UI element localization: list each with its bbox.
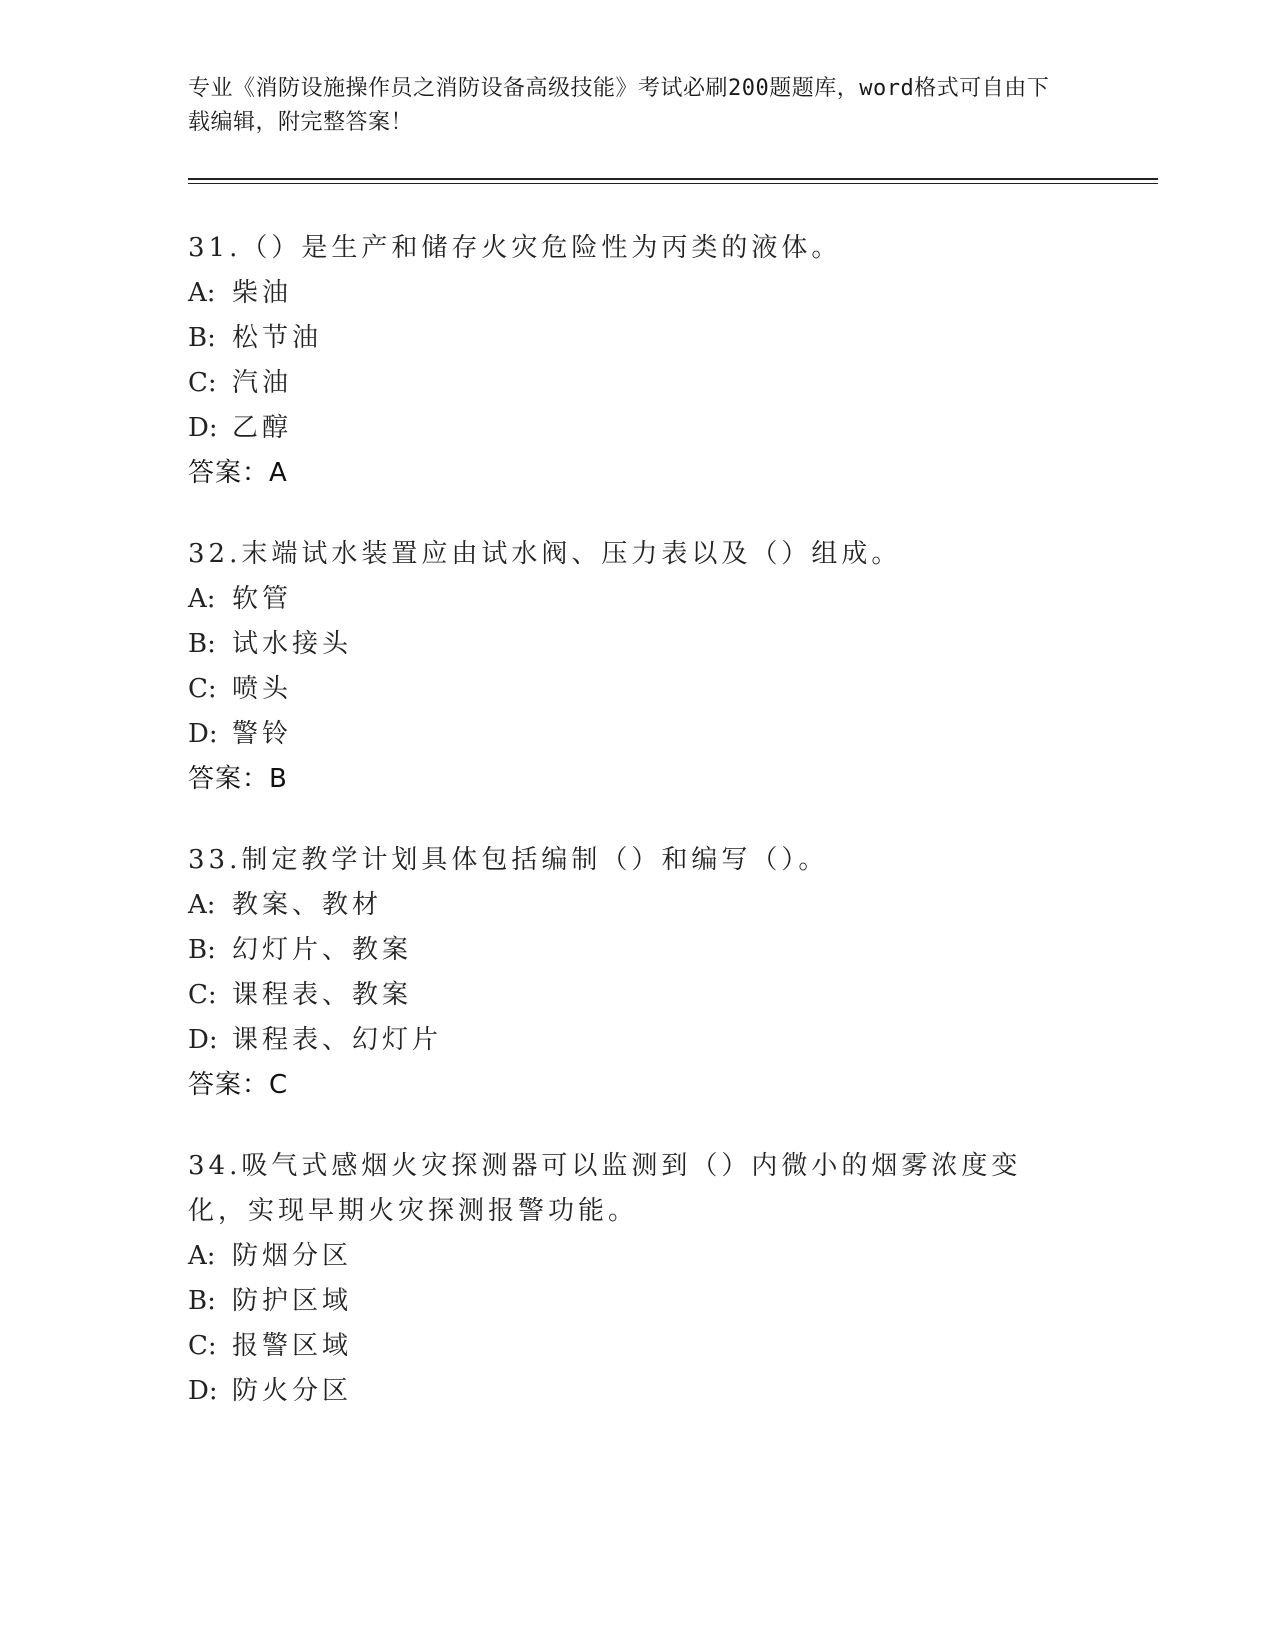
option-letter: C: <box>188 674 217 704</box>
option-letter: D: <box>188 1376 218 1406</box>
option-text: 柴油 <box>232 278 293 308</box>
option-text: 喷头 <box>232 674 293 704</box>
option-text: 警铃 <box>232 719 293 749</box>
option-d <box>188 712 1068 757</box>
question-stem: 33.制定教学计划具体包括编制（）和编写（）。 <box>188 845 829 875</box>
option-c <box>188 667 1068 712</box>
option-letter: C: <box>188 1331 217 1361</box>
option-b <box>188 316 1068 361</box>
option-text: 软管 <box>232 584 293 614</box>
option-b <box>188 1279 1068 1324</box>
question-stem: 31.（）是生产和储存火灾危险性为丙类的液体。 <box>188 233 842 263</box>
question-stem: 32.末端试水装置应由试水阀、压力表以及（）组成。 <box>188 539 902 569</box>
question-32 <box>188 532 1068 802</box>
header-divider <box>188 178 1158 180</box>
option-text: 课程表、幻灯片 <box>232 1025 443 1055</box>
option-c <box>188 361 1068 406</box>
answer: 答案：B <box>188 764 288 794</box>
option-text: 报警区域 <box>232 1331 353 1361</box>
option-a <box>188 271 1068 316</box>
answer: 答案：C <box>188 1070 289 1100</box>
option-a <box>188 577 1068 622</box>
option-text: 松节油 <box>232 323 323 353</box>
option-letter: B: <box>188 935 216 965</box>
question-34 <box>188 1144 1068 1414</box>
option-text: 乙醇 <box>232 413 293 443</box>
option-text: 试水接头 <box>232 629 353 659</box>
option-letter: B: <box>188 1286 216 1316</box>
option-letter: A: <box>188 278 216 308</box>
question-33 <box>188 838 1068 1108</box>
option-text: 教案、教材 <box>232 890 383 920</box>
option-letter: C: <box>188 368 217 398</box>
question-stem: 34.吸气式感烟火灾探测器可以监测到（）内微小的烟雾浓度变化，实现早期火灾探测报警功能。 <box>188 1151 1022 1226</box>
option-text: 防护区域 <box>232 1286 353 1316</box>
option-b <box>188 622 1068 667</box>
option-d <box>188 1369 1068 1414</box>
document-header: 专业《消防设施操作员之消防设备高级技能》考试必刷200题题库，word格式可自由下载编辑，附完整答案！ <box>188 76 1050 135</box>
option-d <box>188 406 1068 451</box>
option-letter: C: <box>188 980 217 1010</box>
answer: 答案：A <box>188 458 288 488</box>
option-c <box>188 1324 1068 1369</box>
option-text: 幻灯片、教案 <box>232 935 413 965</box>
option-letter: D: <box>188 1025 218 1055</box>
option-letter: D: <box>188 719 218 749</box>
option-letter: B: <box>188 629 216 659</box>
question-31 <box>188 226 1068 496</box>
option-b <box>188 928 1068 973</box>
option-letter: D: <box>188 413 218 443</box>
option-a <box>188 1234 1068 1279</box>
header-divider-thin <box>188 183 1158 184</box>
option-text: 汽油 <box>232 368 293 398</box>
option-d <box>188 1018 1068 1063</box>
option-c <box>188 973 1068 1018</box>
option-a <box>188 883 1068 928</box>
option-letter: A: <box>188 1241 216 1271</box>
option-text: 课程表、教案 <box>232 980 413 1010</box>
option-letter: B: <box>188 323 216 353</box>
option-letter: A: <box>188 584 216 614</box>
option-letter: A: <box>188 890 216 920</box>
option-text: 防火分区 <box>232 1376 353 1406</box>
option-text: 防烟分区 <box>232 1241 353 1271</box>
